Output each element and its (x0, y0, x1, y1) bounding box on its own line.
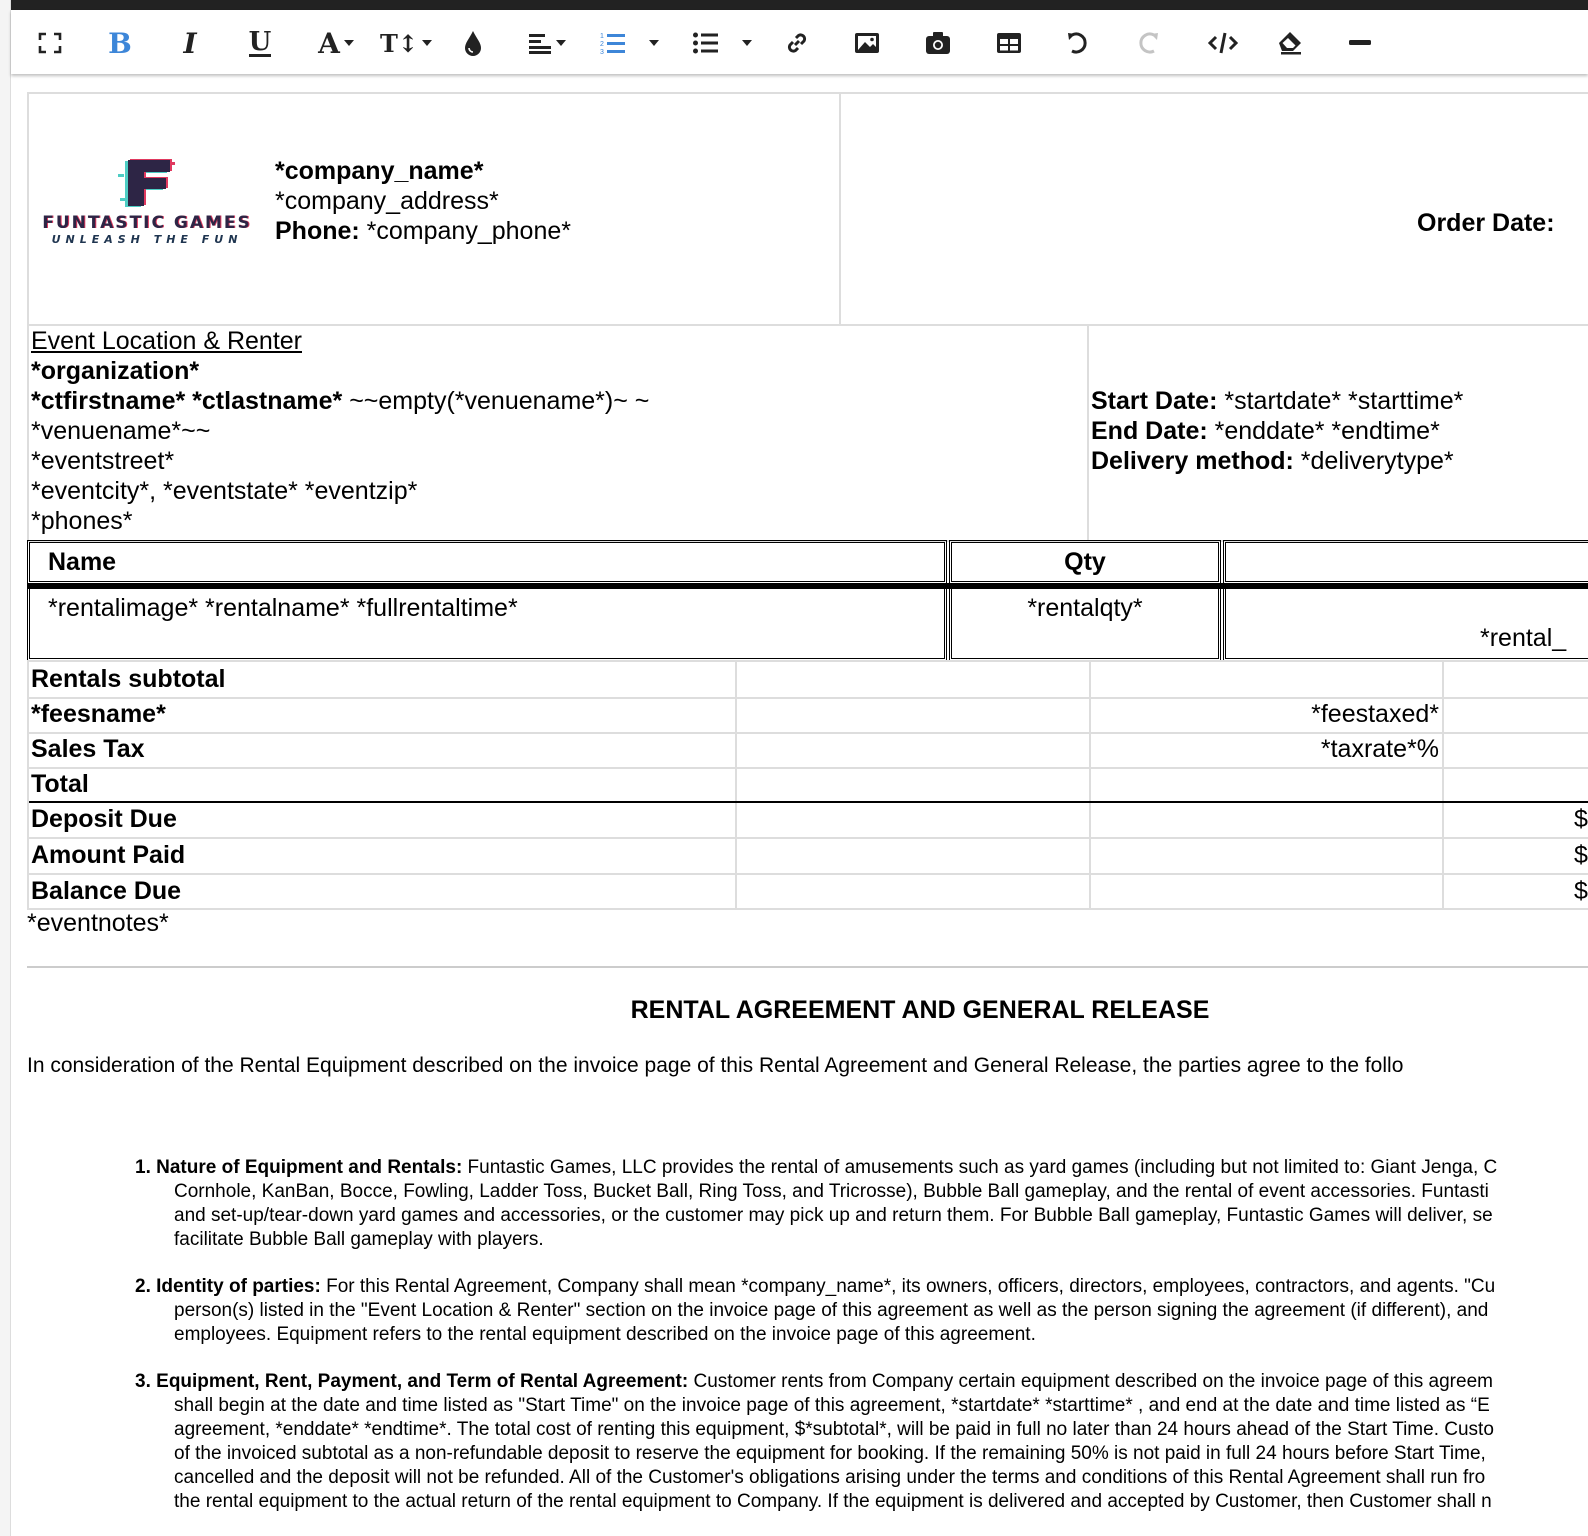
order-date-label: Order Date: (1417, 209, 1555, 237)
clear-format-button[interactable] (1277, 28, 1303, 58)
totals-col4: $ (1574, 877, 1588, 905)
delivery-line (1091, 446, 1463, 476)
start-date-line (1091, 386, 1463, 416)
header-qty-cell (949, 540, 1221, 584)
item-line: the rental equipment to the actual return of the rental equipment to Company. If the equipment is delivered and accepted by Customer, then Customer shall n (174, 1491, 1492, 1512)
company-address: *company_address* (275, 187, 499, 215)
item-line: shall begin at the date and time listed as "Start Time" on the invoice page of this agreement, *startdate* *starttime* , and end at the date and time listed as “E (174, 1395, 1490, 1416)
item-number: 1. (135, 1157, 151, 1178)
redo-button[interactable] (1135, 28, 1161, 58)
organization: *organization* (31, 357, 200, 385)
start-date-value: *startdate* *starttime* (1217, 387, 1464, 415)
totals-label: *feesname* (31, 700, 166, 728)
item-line: cancelled and the deposit will not be refunded. All of the Customer's obligations arising under the terms and conditions of this Rental Agreement shall run fro (174, 1467, 1486, 1488)
item-number: 2. (135, 1276, 151, 1297)
code-view-button[interactable] (1207, 28, 1239, 58)
undo-icon (1066, 31, 1090, 55)
underline-icon: U (248, 26, 272, 57)
event-notes: *eventnotes* (27, 909, 169, 937)
phone-value: *company_phone* (359, 217, 571, 245)
unordered-list-dropdown[interactable] (737, 28, 753, 58)
header-price-cell (1223, 540, 1588, 584)
horizontal-rule-icon (1349, 40, 1371, 46)
item-line: facilitate Bubble Ball gameplay with players. (174, 1229, 544, 1250)
rental-qty: *rentalqty* (1027, 594, 1143, 622)
camera-icon (926, 32, 950, 54)
company-logo (41, 158, 253, 246)
totals-label: Sales Tax (31, 735, 145, 763)
link-icon (785, 31, 809, 55)
font-color-button[interactable] (311, 28, 361, 58)
window-top-bar (10, 0, 1588, 10)
left-edge (0, 0, 11, 1536)
unordered-list-icon (693, 32, 719, 54)
highlight-color-button[interactable] (461, 28, 485, 58)
totals-row (29, 697, 1588, 734)
chevron-down-icon (556, 40, 566, 46)
totals-label: Total (31, 770, 89, 798)
horizontal-rule-button[interactable] (1347, 28, 1373, 58)
align-left-icon (528, 32, 552, 54)
editor-toolbar (11, 10, 1588, 74)
totals-row (29, 767, 1588, 803)
item-line: agreement, *enddate* *endtime*. The total cost of renting this equipment, $*subtotal*, will be paid in full no later than 24 hours ahead of the Start Time. Custo (174, 1419, 1494, 1440)
col-header-qty: Qty (1064, 548, 1106, 576)
totals-col4: $ (1574, 805, 1588, 833)
logo-f-icon (118, 158, 176, 208)
event-city-line: *eventcity*, *eventstate* *eventzip* (31, 477, 418, 505)
underline-button[interactable] (246, 28, 274, 58)
agreement-list (135, 1156, 1588, 1514)
horizontal-rule (27, 966, 1588, 968)
svg-text:1: 1 (600, 33, 604, 40)
totals-row (29, 839, 1588, 875)
ordered-list-dropdown[interactable] (644, 28, 660, 58)
end-date-label: End Date: (1091, 417, 1208, 445)
totals-label: Deposit Due (31, 805, 177, 833)
fullscreen-button[interactable] (35, 28, 65, 58)
row-qty-cell (949, 589, 1221, 661)
totals-row (29, 875, 1588, 910)
item-heading: Nature of Equipment and Rentals: (156, 1157, 463, 1178)
item-heading: Identity of parties: (156, 1276, 321, 1297)
chevron-down-icon (344, 40, 354, 46)
fullscreen-icon (38, 32, 62, 54)
unordered-list-button[interactable] (691, 28, 721, 58)
rental-price: *rental_ (1480, 624, 1567, 652)
undo-button[interactable] (1065, 28, 1091, 58)
totals-row (29, 732, 1588, 769)
ordered-list-button[interactable] (598, 28, 628, 58)
font-size-icon: T↕ (380, 28, 418, 58)
item-line: Cornhole, KanBan, Bocce, Fowling, Ladder Toss, Bucket Ball, Ring Toss, and Tricrosse), Bubble Ball gameplay, and the rental of event accessories. Funtasti (174, 1181, 1489, 1202)
svg-text:3: 3 (600, 49, 604, 55)
italic-icon: I (183, 26, 197, 60)
totals-label: Amount Paid (31, 841, 186, 869)
end-date-line (1091, 416, 1463, 446)
item-number: 3. (135, 1371, 151, 1392)
delivery-label: Delivery method: (1091, 447, 1294, 475)
item-line: Funtastic Games, LLC provides the rental of amusements such as yard games (including but not limited to: Giant Jenga, C (462, 1157, 1498, 1178)
totals-row (29, 662, 1588, 699)
totals-table (27, 660, 1588, 910)
item-line: employees. Equipment refers to the rental equipment described on the invoice page of this agreement. (174, 1324, 1036, 1345)
renter-section-title: Event Location & Renter (31, 327, 302, 355)
item-heading: Equipment, Rent, Payment, and Term of Rental Agreement: (156, 1371, 689, 1392)
chevron-down-icon (422, 40, 432, 46)
company-phone-line (275, 216, 571, 246)
totals-col4: $ (1574, 841, 1588, 869)
item-line: of the invoiced subtotal as a non-refundable deposit to reserve the equipment for booking. If the remaining 50% is not paid in full 24 hours before Start Time, (174, 1443, 1486, 1464)
align-button[interactable] (523, 28, 571, 58)
company-info-cell (27, 92, 841, 326)
agreement-intro: In consideration of the Rental Equipment described on the invoice page of this Rental Agreement and General Release, the parties agree to the follo (27, 1054, 1404, 1077)
image-icon (855, 33, 879, 53)
italic-button[interactable] (176, 28, 204, 58)
contact-name: *ctfirstname* *ctlastname* (31, 387, 343, 415)
totals-row (29, 803, 1588, 839)
totals-label: Balance Due (31, 877, 182, 905)
rental-name: *rentalimage* *rentalname* *fullrentaltime* (48, 594, 518, 622)
item-line: person(s) listed in the "Event Location & Renter" section on the invoice page of this agreement as well as the person signing the agreement (if different), and (174, 1300, 1489, 1321)
chevron-down-icon (742, 40, 752, 46)
agreement-item (135, 1275, 1588, 1347)
company-name: *company_name* (275, 157, 484, 185)
item-line: Customer rents from Company certain equipment described on the invoice page of this agreem (688, 1371, 1493, 1392)
svg-text:2: 2 (600, 41, 604, 48)
column-divider (1087, 324, 1089, 540)
item-line: For this Rental Agreement, Company shall mean *company_name*, its owners, officers, directors, employees, contractors, and agents. "Cu (320, 1276, 1496, 1297)
item-line: and set-up/tear-down yard games and accessories, or the customer may pick up and return them. For Bubble Ball gameplay, Funtastic Games will deliver, se (174, 1205, 1493, 1226)
font-size-button[interactable] (381, 28, 431, 58)
logo-tagline: UNLEASH THE FUN (51, 233, 243, 246)
totals-col3: *taxrate*% (1320, 735, 1439, 763)
items-table (27, 540, 1588, 660)
font-color-icon: A (318, 26, 340, 60)
bold-button[interactable] (106, 28, 134, 58)
bold-icon: B (108, 26, 132, 60)
agreement-item (135, 1156, 1588, 1252)
image-button[interactable] (854, 28, 880, 58)
company-details (275, 156, 571, 246)
renter-event-row (27, 324, 1588, 542)
code-view-icon (1208, 32, 1238, 54)
phones: *phones* (31, 507, 133, 535)
contact-rest: ~~empty(*venuename*)~ ~ (342, 387, 650, 415)
order-date-cell (839, 92, 1588, 326)
event-dates (1091, 386, 1463, 476)
chevron-down-icon (649, 40, 659, 46)
eraser-icon (1278, 31, 1302, 55)
table-icon (997, 33, 1021, 53)
ordered-list-icon (600, 31, 626, 55)
row-name-cell (27, 589, 947, 661)
agreement-item (135, 1370, 1588, 1514)
start-date-label: Start Date: (1091, 387, 1218, 415)
link-button[interactable] (784, 28, 810, 58)
table-button[interactable] (996, 28, 1022, 58)
redo-icon (1136, 31, 1160, 55)
col-header-name: Name (48, 548, 117, 576)
phone-label: Phone: (275, 217, 360, 245)
event-street: *eventstreet* (31, 447, 175, 475)
delivery-value: *deliverytype* (1293, 447, 1454, 475)
camera-button[interactable] (925, 28, 951, 58)
totals-label: Rentals subtotal (31, 665, 226, 693)
agreement-title: RENTAL AGREEMENT AND GENERAL RELEASE (630, 996, 1210, 1024)
totals-col3: *feestaxed* (1311, 700, 1439, 728)
header-name-cell (27, 540, 947, 584)
highlight-drop-icon (464, 30, 482, 56)
end-date-value: *enddate* *endtime* (1207, 417, 1440, 445)
venue-name: *venuename*~~ (31, 417, 211, 445)
logo-title: FUNTASTIC GAMES (42, 213, 252, 233)
contact-line (31, 386, 649, 416)
renter-info (31, 326, 649, 536)
row-price-cell (1223, 589, 1588, 661)
editor-content[interactable] (11, 76, 1588, 1536)
